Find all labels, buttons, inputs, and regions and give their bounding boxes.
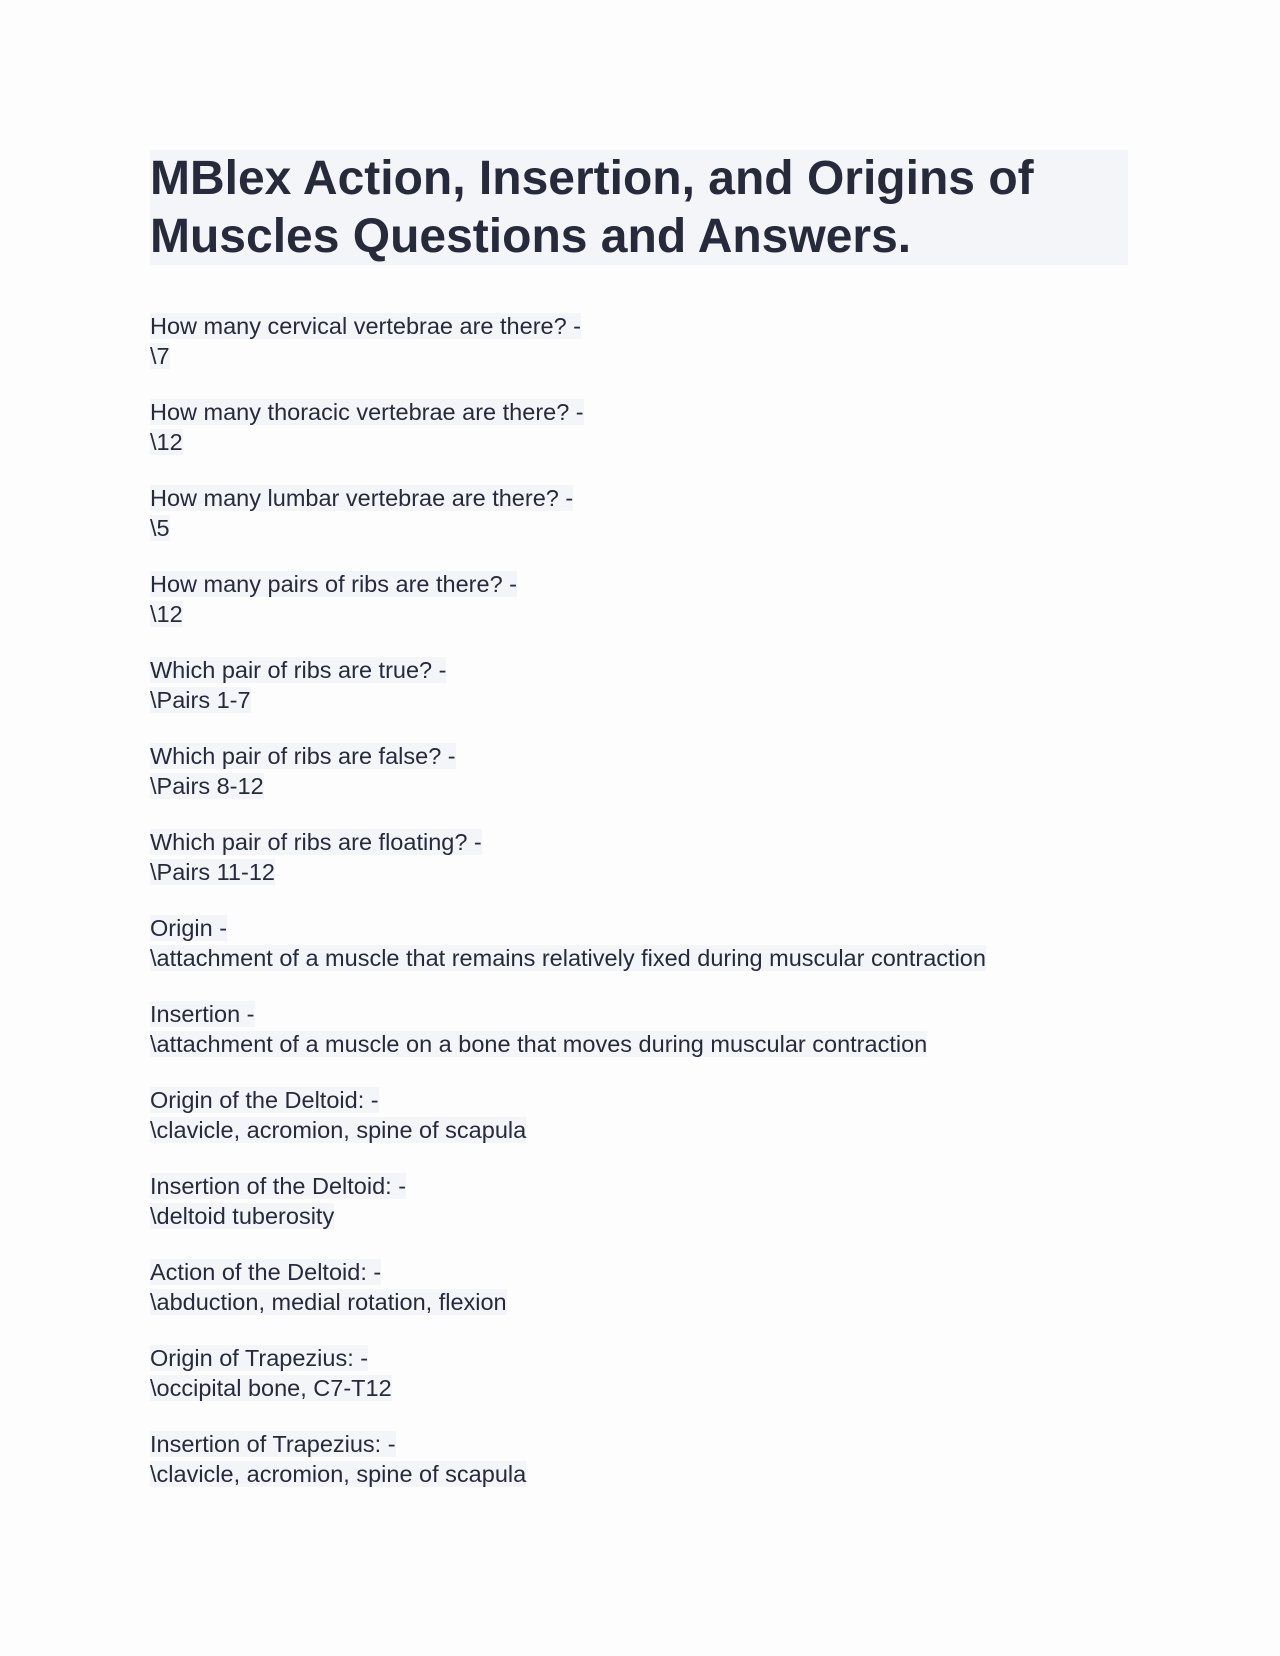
answer-text: \attachment of a muscle that remains relatively fixed during muscular contraction <box>150 944 986 971</box>
qa-item <box>150 1000 1128 1059</box>
qa-item <box>150 398 1128 457</box>
document-title: MBlex Action, Insertion, and Origins of Muscles Questions and Answers. <box>150 150 1128 265</box>
question-text: Which pair of ribs are false? - <box>150 743 456 769</box>
document-page <box>150 150 1128 1516</box>
question-text: Insertion - <box>150 1001 255 1027</box>
answer-text: \Pairs 1-7 <box>150 686 251 713</box>
answer-text: \Pairs 11-12 <box>150 858 275 885</box>
question-text: Origin of Trapezius: - <box>150 1345 369 1371</box>
answer-text: \Pairs 8-12 <box>150 772 264 799</box>
answer-text: \deltoid tuberosity <box>150 1202 335 1229</box>
question-text: Action of the Deltoid: - <box>150 1259 382 1285</box>
question-text: Insertion of Trapezius: - <box>150 1431 396 1457</box>
answer-text: \abduction, medial rotation, flexion <box>150 1288 507 1315</box>
question-text: How many pairs of ribs are there? - <box>150 571 518 597</box>
answer-text: \occipital bone, C7-T12 <box>150 1374 392 1401</box>
answer-text: \5 <box>150 514 170 541</box>
qa-item <box>150 484 1128 543</box>
answer-text: \clavicle, acromion, spine of scapula <box>150 1460 527 1487</box>
question-text: How many lumbar vertebrae are there? - <box>150 485 574 511</box>
answer-text: \clavicle, acromion, spine of scapula <box>150 1116 527 1143</box>
qa-item <box>150 828 1128 887</box>
answer-text: \attachment of a muscle on a bone that moves during muscular contraction <box>150 1030 928 1057</box>
question-text: How many cervical vertebrae are there? - <box>150 313 582 339</box>
question-text: Origin - <box>150 915 228 941</box>
qa-item <box>150 914 1128 973</box>
answer-text: \12 <box>150 428 183 455</box>
question-text: Which pair of ribs are floating? - <box>150 829 482 855</box>
question-text: Insertion of the Deltoid: - <box>150 1173 407 1199</box>
qa-item <box>150 1430 1128 1489</box>
qa-item <box>150 1258 1128 1317</box>
question-text: Origin of the Deltoid: - <box>150 1087 379 1113</box>
answer-text: \7 <box>150 342 170 369</box>
qa-item <box>150 742 1128 801</box>
qa-item <box>150 570 1128 629</box>
question-text: How many thoracic vertebrae are there? - <box>150 399 584 425</box>
qa-item <box>150 656 1128 715</box>
qa-item <box>150 1086 1128 1145</box>
qa-item <box>150 1344 1128 1403</box>
answer-text: \12 <box>150 600 183 627</box>
qa-item <box>150 1172 1128 1231</box>
question-text: Which pair of ribs are true? - <box>150 657 447 683</box>
qa-item <box>150 312 1128 371</box>
qa-list <box>150 312 1128 1489</box>
